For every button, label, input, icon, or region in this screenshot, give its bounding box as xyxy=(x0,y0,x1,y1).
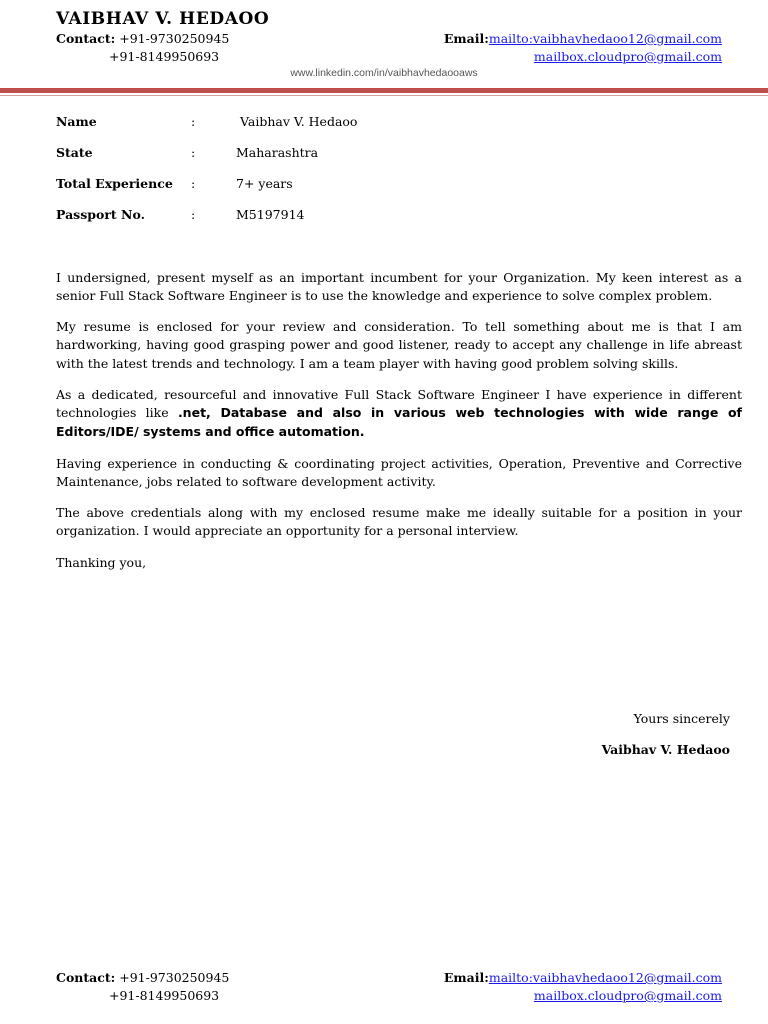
detail-value: Vaibhav V. Hedaoo xyxy=(240,114,358,129)
thanking-line: Thanking you, xyxy=(56,555,147,570)
paragraph-closing: The above credentials along with my enclosed resume make me ideally suitable for a position in your organization. I would appreciate an opportunity for a personal interview. xyxy=(56,505,742,539)
detail-label: Name xyxy=(56,114,97,129)
email-link-1[interactable]: mailto:vaibhavhedaoo12@gmail.com xyxy=(488,970,722,985)
closing-salutation: Yours sincerely xyxy=(633,711,730,726)
footer-email xyxy=(444,970,722,985)
email-label: Email: xyxy=(443,970,489,985)
linkedin-url[interactable]: www.linkedin.com/in/vaibhavhedaooaws xyxy=(290,67,478,79)
email-link-1[interactable]: mailto:vaibhavhedaoo12@gmail.com xyxy=(488,31,722,46)
detail-colon: : xyxy=(191,176,196,191)
footer-contact xyxy=(56,970,229,985)
email-label: Email: xyxy=(443,31,489,46)
detail-colon: : xyxy=(191,114,196,129)
phone-2: +91-8149950693 xyxy=(109,49,220,64)
page-title: VAIBHAV V. HEDAOO xyxy=(56,9,270,29)
detail-row-experience xyxy=(56,176,456,192)
phone-1: +91-9730250945 xyxy=(119,31,230,46)
paragraph-intro: I undersigned, present myself as an important incumbent for your Organization. My keen interest as a senior Full Stack Software Engineer is to use the knowledge and experience to solve complex problem. xyxy=(56,270,742,304)
detail-value: 7+ years xyxy=(236,176,293,191)
skills-bold-text: .net, Database and also in various web technologies with wide range of Editors/IDE/ systems and office automation. xyxy=(56,405,742,439)
header-divider xyxy=(0,88,768,93)
footer-phone-2: +91-8149950693 xyxy=(109,988,220,1003)
detail-colon: : xyxy=(191,207,196,222)
detail-label: State xyxy=(56,145,93,160)
skills-text: As a dedicated, resourceful and innovative Full Stack Software Engineer I have experience in different technologies like xyxy=(56,387,742,421)
detail-colon: : xyxy=(191,145,196,160)
contact-label: Contact: xyxy=(56,970,116,985)
paragraph-skills xyxy=(56,386,742,441)
paragraph-about: My resume is enclosed for your review and consideration. To tell something about me is that I am hardworking, having good grasping power and good listener, ready to accept any challenge in life abreast with the latest trends and technology. I am a team player with having good problem solving skills. xyxy=(56,319,742,371)
detail-row-name xyxy=(56,114,456,130)
paragraph-experience: Having experience in conducting & coordinating project activities, Operation, Preventive and Corrective Maintenance, jobs related to software development activity. xyxy=(56,456,742,490)
phone-1: +91-9730250945 xyxy=(119,970,230,985)
header-email xyxy=(444,31,722,46)
detail-row-passport xyxy=(56,207,456,223)
detail-label: Passport No. xyxy=(56,207,145,222)
detail-row-state xyxy=(56,145,456,161)
detail-value: Maharashtra xyxy=(236,145,319,160)
detail-value: M5197914 xyxy=(236,207,305,222)
email-link-2[interactable]: mailbox.cloudpro@gmail.com xyxy=(533,49,722,64)
header-contact xyxy=(56,31,229,46)
header-divider-thin xyxy=(0,95,768,96)
signature-name: Vaibhav V. Hedaoo xyxy=(601,742,730,757)
footer-email-link-2[interactable]: mailbox.cloudpro@gmail.com xyxy=(533,988,722,1003)
detail-label: Total Experience xyxy=(56,176,173,191)
contact-label: Contact: xyxy=(56,31,116,46)
